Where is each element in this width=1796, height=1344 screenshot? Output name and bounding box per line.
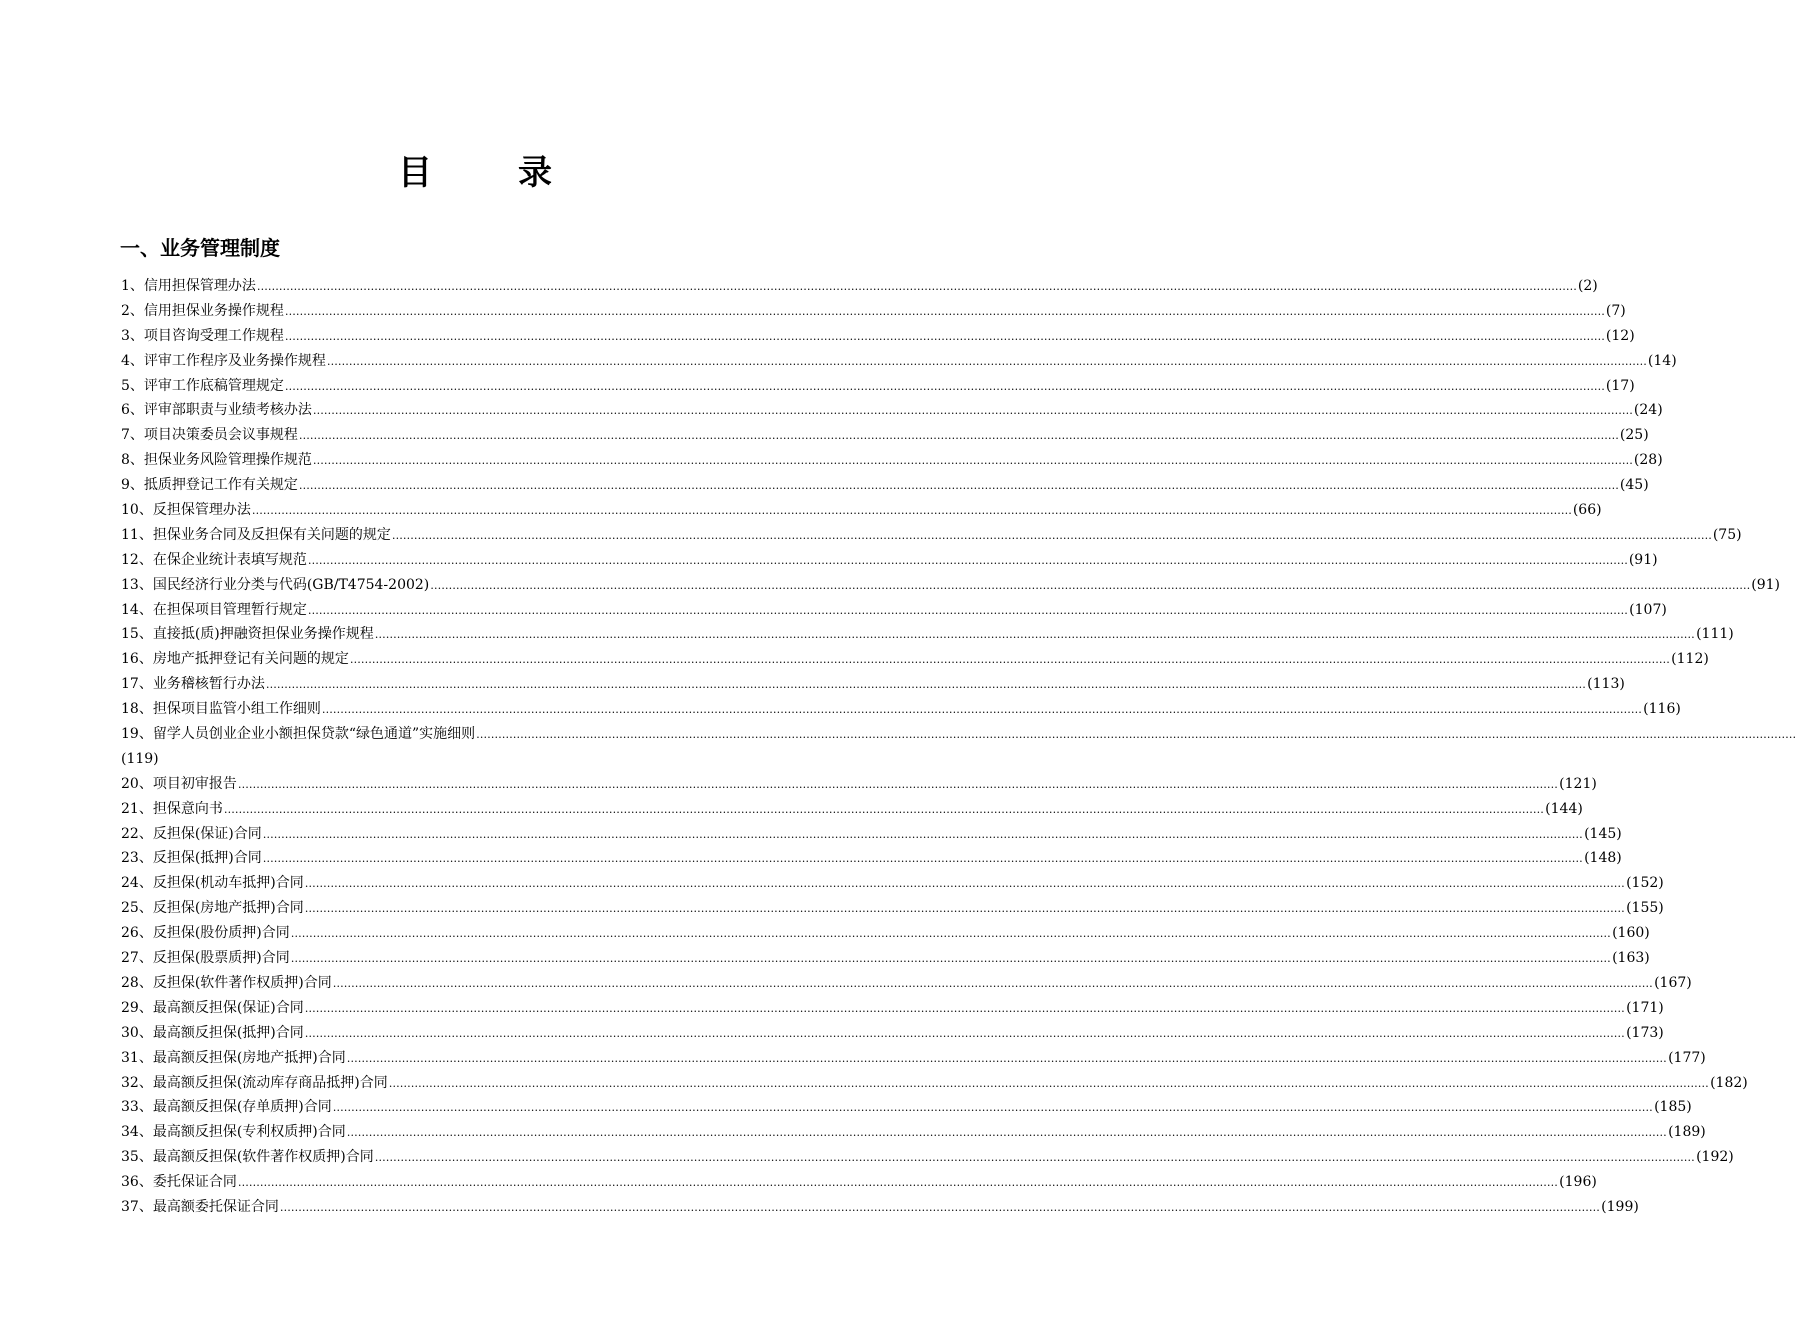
toc-entry[interactable]: [121, 822, 1622, 847]
toc-entry-label: 12、在保企业统计表填写规范: [121, 551, 307, 568]
dot-leader: ………………………………………………………………………………………………………………………………………………………………………………………………………………………………………………………………………………………………………………………………: [237, 1176, 1558, 1190]
toc-entry-page: (155): [1626, 900, 1664, 917]
toc-entry-page: (91): [1628, 551, 1658, 568]
toc-entry-label: 7、项目决策委员会议事规程: [121, 427, 298, 444]
toc-entry-label: 4、评审工作程序及业务操作规程: [121, 352, 326, 369]
dot-leader: ………………………………………………………………………………………………………………………………………………………………………………………………………………………………………………………………………………………………………………………………: [332, 976, 1653, 990]
toc-entry-page: (119): [121, 750, 159, 767]
toc-entry-label: 21、担保意向书: [121, 800, 223, 817]
dot-leader: ………………………………………………………………………………………………………………………………………………………………………………………………………………………………………………………………………………………………………………………………: [430, 578, 1751, 592]
toc-entry-page: (171): [1626, 999, 1664, 1016]
toc-entry[interactable]: [121, 423, 1649, 448]
toc-entry[interactable]: [121, 349, 1677, 374]
toc-entry[interactable]: [121, 1195, 1639, 1220]
toc-entry-page: (45): [1619, 477, 1649, 494]
toc-entry-label: 24、反担保(机动车抵押)合同: [121, 875, 304, 892]
toc-entry-label: 9、抵质押登记工作有关规定: [121, 477, 298, 494]
dot-leader: ………………………………………………………………………………………………………………………………………………………………………………………………………………………………………………………………………………………………………………………………: [223, 802, 1544, 816]
toc-entry[interactable]: [121, 672, 1625, 697]
toc-entry-page: (66): [1572, 502, 1602, 519]
toc-entry-page: (12): [1605, 327, 1635, 344]
toc-entry-label: 36、委托保证合同: [121, 1174, 237, 1191]
toc-entry[interactable]: [121, 523, 1742, 548]
dot-leader: ………………………………………………………………………………………………………………………………………………………………………………………………………………………………………………………………………………………………………………………………: [256, 280, 1577, 293]
dot-leader: ………………………………………………………………………………………………………………………………………………………………………………………………………………………………………………………………………………………………………………………………: [284, 329, 1605, 343]
dot-leader: ………………………………………………………………………………………………………………………………………………………………………………………………………………………………………………………………………………………………………………………………: [262, 827, 1583, 841]
toc-entry[interactable]: [121, 797, 1583, 822]
toc-entry-page: (199): [1601, 1198, 1639, 1215]
dot-leader: ………………………………………………………………………………………………………………………………………………………………………………………………………………………………………………………………………………………………………………………………: [312, 404, 1633, 418]
toc-entry-label: 30、最高额反担保(抵押)合同: [121, 1024, 304, 1041]
toc-entry-page: (192): [1696, 1149, 1734, 1166]
page-title: 目 录: [398, 153, 578, 193]
toc-entry-page: (167): [1654, 974, 1692, 991]
toc-entry[interactable]: [121, 1021, 1664, 1046]
toc-entry-page: (14): [1647, 352, 1677, 369]
dot-leader: ………………………………………………………………………………………………………………………………………………………………………………………………………………………………………………………………………………………………………………………………: [284, 379, 1605, 393]
dot-leader: ………………………………………………………………………………………………………………………………………………………………………………………………………………………………………………………………………………………………………………………………: [307, 603, 1628, 617]
toc-entry-page: (7): [1605, 302, 1626, 319]
toc-entry[interactable]: [121, 697, 1681, 722]
toc-entry[interactable]: [121, 1095, 1692, 1120]
toc-entry[interactable]: [121, 473, 1649, 498]
toc-entry[interactable]: [121, 598, 1667, 623]
toc-entry[interactable]: [121, 971, 1692, 996]
toc-entry-label: 37、最高额委托保证合同: [121, 1198, 279, 1215]
section-heading: 一、业务管理制度: [120, 236, 280, 260]
toc-entry-page: (75): [1712, 526, 1742, 543]
table-of-contents: [121, 274, 1796, 1220]
dot-leader: ………………………………………………………………………………………………………………………………………………………………………………………………………………………………………………………………………………………………………………………………: [290, 952, 1611, 966]
toc-entry[interactable]: [121, 996, 1664, 1021]
dot-leader: ………………………………………………………………………………………………………………………………………………………………………………………………………………………………………………………………………………………………………………………………: [304, 1001, 1625, 1015]
toc-entry[interactable]: [121, 374, 1635, 399]
toc-entry-page: (196): [1559, 1174, 1597, 1191]
toc-entry-page: (173): [1626, 1024, 1664, 1041]
toc-entry-label: 8、担保业务风险管理操作规范: [121, 452, 312, 469]
toc-entry[interactable]: [121, 573, 1781, 598]
toc-entry-label: 10、反担保管理办法: [121, 502, 251, 519]
toc-entry-page: (113): [1587, 676, 1625, 693]
toc-entry[interactable]: [121, 1071, 1748, 1096]
toc-entry[interactable]: [121, 622, 1734, 647]
dot-leader: ………………………………………………………………………………………………………………………………………………………………………………………………………………………………………………………………………………………………………………………………: [251, 504, 1572, 518]
toc-entry-page: (112): [1671, 651, 1709, 668]
toc-entry[interactable]: [121, 896, 1664, 921]
toc-entry[interactable]: [121, 772, 1597, 797]
toc-entry-label: 26、反担保(股份质押)合同: [121, 925, 290, 942]
toc-entry[interactable]: [121, 1120, 1706, 1145]
toc-entry-label: 19、留学人员创业企业小额担保贷款“绿色通道”实施细则: [121, 726, 476, 743]
toc-entry-page: (107): [1629, 601, 1667, 618]
toc-entry-page: (116): [1643, 701, 1681, 718]
toc-entry-page: (189): [1668, 1124, 1706, 1141]
toc-entry[interactable]: [121, 548, 1658, 573]
toc-entry-label: 20、项目初审报告: [121, 775, 237, 792]
toc-entry-label: 35、最高额反担保(软件著作权质押)合同: [121, 1149, 374, 1166]
toc-entry-page: (163): [1612, 950, 1650, 967]
dot-leader: ………………………………………………………………………………………………………………………………………………………………………………………………………………………………………………………………………………………………………………………………: [237, 777, 1558, 791]
toc-entry-label: 34、最高额反担保(专利权质押)合同: [121, 1124, 346, 1141]
toc-entry-page: (148): [1584, 850, 1622, 867]
toc-entry-label: 33、最高额反担保(存单质押)合同: [121, 1099, 332, 1116]
dot-leader: ………………………………………………………………………………………………………………………………………………………………………………………………………………………………………………………………………………………………………………………………: [388, 1076, 1709, 1090]
toc-entry-page: (160): [1612, 925, 1650, 942]
toc-entry-label: 25、反担保(房地产抵押)合同: [121, 900, 304, 917]
toc-entry-label: 31、最高额反担保(房地产抵押)合同: [121, 1049, 346, 1066]
dot-leader: ………………………………………………………………………………………………………………………………………………………………………………………………………………………………………………………………………………………………………………………………: [346, 1126, 1667, 1140]
toc-entry-page: (91): [1751, 576, 1781, 593]
toc-entry-page: (145): [1584, 825, 1622, 842]
toc-entry-page: (28): [1633, 452, 1663, 469]
toc-entry-page: (121): [1559, 775, 1597, 792]
toc-entry[interactable]: [121, 324, 1635, 349]
dot-leader: ………………………………………………………………………………………………………………………………………………………………………………………………………………………………………………………………………………………………………………………………: [304, 1026, 1625, 1040]
toc-entry[interactable]: [121, 448, 1663, 473]
toc-entry-label: 32、最高额反担保(流动库存商品抵押)合同: [121, 1074, 388, 1091]
toc-entry-page: (182): [1710, 1074, 1748, 1091]
toc-entry-label: 27、反担保(股票质押)合同: [121, 950, 290, 967]
toc-entry[interactable]: [121, 498, 1602, 523]
toc-entry-page: (177): [1668, 1049, 1706, 1066]
toc-entry-label: 22、反担保(保证)合同: [121, 825, 262, 842]
dot-leader: ………………………………………………………………………………………………………………………………………………………………………………………………………………………………………………………………………………………………………………………………: [298, 479, 1619, 493]
toc-entry-label: 17、业务稽核暂行办法: [121, 676, 265, 693]
toc-entry[interactable]: [121, 1170, 1597, 1195]
toc-entry-page: (17): [1605, 377, 1635, 394]
dot-leader: ………………………………………………………………………………………………………………………………………………………………………………………………………………………………………………………………………………………………………………………………: [321, 703, 1642, 717]
toc-entry[interactable]: [121, 722, 1796, 772]
dot-leader: ………………………………………………………………………………………………………………………………………………………………………………………………………………………………………………………………………………………………………………………………: [312, 454, 1633, 468]
toc-entry[interactable]: [121, 647, 1709, 672]
toc-entry-label: 13、国民经济行业分类与代码(GB/T4754-2002): [121, 576, 430, 593]
toc-entry-label: 6、评审部职责与业绩考核办法: [121, 402, 312, 419]
dot-leader: ………………………………………………………………………………………………………………………………………………………………………………………………………………………………………………………………………………………………………………………………: [476, 728, 1796, 742]
toc-entry[interactable]: [121, 846, 1622, 871]
toc-entry-page: (185): [1654, 1099, 1692, 1116]
toc-entry[interactable]: [121, 946, 1650, 971]
dot-leader: ………………………………………………………………………………………………………………………………………………………………………………………………………………………………………………………………………………………………………………………………: [307, 553, 1628, 567]
toc-entry-label: 1、信用担保管理办法: [121, 278, 256, 294]
dot-leader: ………………………………………………………………………………………………………………………………………………………………………………………………………………………………………………………………………………………………………………………………: [279, 1200, 1600, 1214]
dot-leader: ………………………………………………………………………………………………………………………………………………………………………………………………………………………………………………………………………………………………………………………………: [284, 304, 1605, 318]
dot-leader: ………………………………………………………………………………………………………………………………………………………………………………………………………………………………………………………………………………………………………………………………: [265, 678, 1586, 692]
dot-leader: ………………………………………………………………………………………………………………………………………………………………………………………………………………………………………………………………………………………………………………………………: [346, 1051, 1667, 1065]
toc-entry-page: (144): [1545, 800, 1583, 817]
toc-entry-page: (2): [1577, 278, 1598, 294]
dot-leader: ………………………………………………………………………………………………………………………………………………………………………………………………………………………………………………………………………………………………………………………………: [349, 653, 1670, 667]
toc-entry[interactable]: [121, 274, 1598, 299]
toc-entry-label: 15、直接抵(质)押融资担保业务操作规程: [121, 626, 374, 643]
dot-leader: ………………………………………………………………………………………………………………………………………………………………………………………………………………………………………………………………………………………………………………………………: [262, 852, 1583, 866]
toc-entry[interactable]: [121, 871, 1664, 896]
toc-entry-label: 2、信用担保业务操作规程: [121, 302, 284, 319]
dot-leader: ………………………………………………………………………………………………………………………………………………………………………………………………………………………………………………………………………………………………………………………………: [326, 354, 1647, 368]
toc-entry-page: (24): [1633, 402, 1663, 419]
toc-entry[interactable]: [121, 299, 1626, 324]
dot-leader: ………………………………………………………………………………………………………………………………………………………………………………………………………………………………………………………………………………………………………………………………: [391, 528, 1712, 542]
dot-leader: ………………………………………………………………………………………………………………………………………………………………………………………………………………………………………………………………………………………………………………………………: [374, 1151, 1695, 1165]
toc-entry[interactable]: [121, 1145, 1734, 1170]
toc-entry-label: 5、评审工作底稿管理规定: [121, 377, 284, 394]
toc-entry-page: (25): [1619, 427, 1649, 444]
toc-entry-label: 18、担保项目监管小组工作细则: [121, 701, 321, 718]
toc-entry-label: 16、房地产抵押登记有关问题的规定: [121, 651, 349, 668]
toc-entry-label: 28、反担保(软件著作权质押)合同: [121, 974, 332, 991]
toc-entry[interactable]: [121, 398, 1663, 423]
dot-leader: ………………………………………………………………………………………………………………………………………………………………………………………………………………………………………………………………………………………………………………………………: [290, 927, 1611, 941]
dot-leader: ………………………………………………………………………………………………………………………………………………………………………………………………………………………………………………………………………………………………………………………………: [304, 902, 1625, 916]
dot-leader: ………………………………………………………………………………………………………………………………………………………………………………………………………………………………………………………………………………………………………………………………: [332, 1101, 1653, 1115]
dot-leader: ………………………………………………………………………………………………………………………………………………………………………………………………………………………………………………………………………………………………………………………………: [374, 628, 1695, 642]
toc-entry-page: (152): [1626, 875, 1664, 892]
toc-entry-label: 11、担保业务合同及反担保有关问题的规定: [121, 526, 391, 543]
toc-entry-label: 3、项目咨询受理工作规程: [121, 327, 284, 344]
dot-leader: ………………………………………………………………………………………………………………………………………………………………………………………………………………………………………………………………………………………………………………………………: [298, 429, 1619, 443]
toc-entry-label: 23、反担保(抵押)合同: [121, 850, 262, 867]
toc-entry-label: 14、在担保项目管理暂行规定: [121, 601, 307, 618]
toc-entry-page: (111): [1696, 626, 1734, 643]
dot-leader: ………………………………………………………………………………………………………………………………………………………………………………………………………………………………………………………………………………………………………………………………: [304, 877, 1625, 891]
toc-entry-label: 29、最高额反担保(保证)合同: [121, 999, 304, 1016]
toc-entry[interactable]: [121, 921, 1650, 946]
toc-entry[interactable]: [121, 1046, 1706, 1071]
